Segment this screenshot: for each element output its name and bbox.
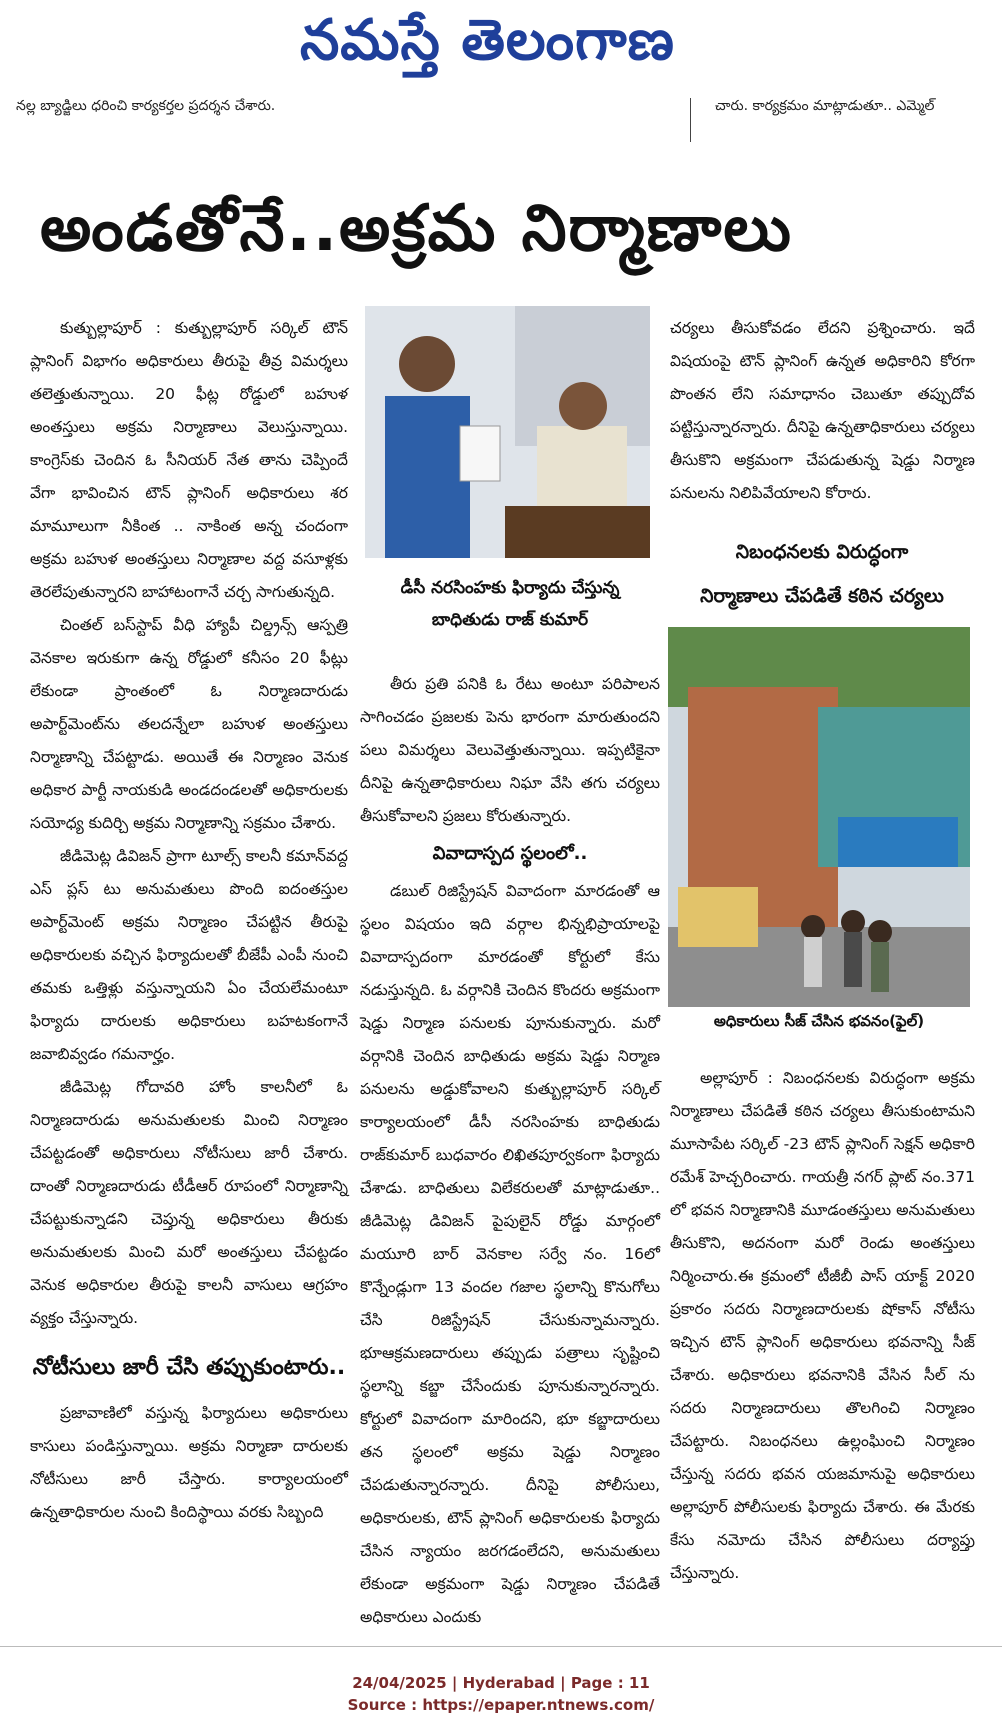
footer-date-line: 24/04/2025 | Hyderabad | Page : 11: [352, 1674, 650, 1692]
paragraph: చర్యలు తీసుకోవడం లేదని ప్రశ్నించారు. ఇదే విషయంపై టౌన్ ప్లానింగ్ ఉన్నత అధికారిని కోరగా పొంతన లేని సమాధానం చెబుతూ తప్పుదోవ పట్టిస్తున్నారన్నారు. దీనిపై ఉన్నతాధికారులు చర్యలు తీసుకొని అక్రమంగా చేపడుతున్న షెడ్డు నిర్మాణ పనులను నిలిపివేయాలని కోరారు.: [670, 319, 975, 502]
paragraph: చింతల్ బస్‌స్టాప్ వీధి హ్యాపీ చిల్డ్రన్స్ ఆస్పత్రి వెనకాల ఇరుకుగా ఉన్న రోడ్డులో కనీసం 20 ఫీట్లు లేకుండా ప్రాంతంలో ఓ నిర్మాణదారుడు అపార్ట్‌మెంట్‌ను తలదన్నేలా బహుళ అంతస్తులు నిర్మాణాన్ని చేపట్టాడు. అయితే ఈ నిర్మాణం వెనుక అధికార పార్టీ నాయకుడి అండదండలతో అధికారులకు సయోధ్య కుదిర్చి అక్రమ నిర్మాణాన్ని సక్రమం చేశారు.: [30, 616, 348, 832]
headline: అండతోనే..అక్రమ నిర్మాణాలు: [40, 192, 793, 266]
paragraph: జీడిమెట్ల డివిజన్ ప్రాగా టూల్స్ కాలనీ కమాన్‌వద్ద ఎస్ ప్లస్ టు అనుమతులు పొంది ఐదంతస్తుల అపార్ట్‌మెంట్ అక్రమ నిర్మాణం చేపట్టిన తీరుపై అధికారులకు వచ్చిన ఫిర్యాదులతో బీజేపీ ఎంపీ నుంచి తమకు ఒత్తిళ్లు వస్తున్నాయని ఏం చేయలేమంటూ ఫిర్యాదు దారులకు అధికారులు బహటకంగానే జవాబివ్వడం గమనార్హం.: [30, 847, 348, 1063]
footer-source-line: Source : https://epaper.ntnews.com/: [347, 1696, 655, 1714]
paragraph: జీడిమెట్ల గోదావరి హోం కాలనీలో ఓ నిర్మాణదారుడు అనుమతులకు మించి నిర్మాణం చేపట్టడంతో అధికారులు నోటీసులు జారీ చేశారు. దాంతో నిర్మాణదారుడు టీడీఆర్ రూపంలో నిర్మాణాన్ని చేపట్టుకున్నాడని చెప్తున్న అధికారులు తీరుకు అనుమతులకు మించి మరో అంతస్తులు చేపట్టడం వెనుక అధికారుల తీరుపై కాలనీ వాసులు ఆగ్రహం వ్యక్తం చేస్తున్నారు.: [30, 1078, 348, 1327]
article-column-3-top: [670, 312, 975, 510]
caption-line: బాధితుడు రాజ్ కుమార్: [431, 610, 589, 630]
subheading-line: నిబంధనలకు విరుద్ధంగా: [735, 541, 909, 563]
photo-caption-1: [360, 572, 660, 636]
subheading-notices: నోటీసులు జారీ చేసి తప్పుకుంటారు..: [32, 1355, 346, 1380]
caption-line: డీసీ నరసింహకు ఫిర్యాదు చేస్తున్న: [400, 578, 620, 598]
paragraph: డబుల్ రిజిస్ట్రేషన్ వివాదంగా మారడంతో ఆ స్థలం విషయం ఇది వర్గాల భిన్నభిప్రాయాలపై వివాదాస్పదంగా మారడంతో కోర్టులో కేసు నడుస్తున్నది. ఓ వర్గానికి చెందిన కొందరు అక్రమంగా షెడ్డు నిర్మాణ పనులకు పూనుకున్నారు. మరో వర్గానికి చెందిన బాధితుడు అక్రమ షెడ్డు నిర్మాణ పనులను అడ్డుకోవాలని కుత్బుల్లాపూర్ సర్కిల్ కార్యాలయంలో డీసీ నరసింహకు బాధితుడు రాజ్‌కుమార్ బుధవారం లిఖితపూర్వకంగా ఫిర్యాదు చేశాడు. బాధితులు విలేకరులతో మాట్లాడుతూ.. జీడిమెట్ల డివిజన్ పైపులైన్ రోడ్డు మార్గంలో మయూరి బార్ వెనకాల సర్వే నం. 16లో కొన్నేండ్లుగా 13 వందల గజాల స్థలాన్ని కొనుగోలు చేసి రిజిస్ట్రేషన్ చేసుకున్నామన్నారు. భూఆక్రమణదారులు తప్పుడు పత్రాలు సృష్టించి స్థలాన్ని కబ్జా చేసేందుకు పూనుకున్నారన్నారు. కోర్టులో వివాదంగా మారిందని, భూ కబ్జాదారులు తన స్థలంలో అక్రమ షెడ్డు నిర్మాణం చేపడుతున్నారన్నారు. దీనిపై పోలీసులు, అధికారులకు, టౌన్ ప్లానింగ్ అధికారులకు ఫిర్యాదు చేసిన న్యాయం జరగడంలేదని, అనుమతులు లేకుండా అక్రమంగా షెడ్డు నిర్మాణం చేపడితే అధికారులు ఎందుకు: [360, 882, 660, 1626]
paragraph: కుత్బుల్లాపూర్ : కుత్బుల్లాపూర్ సర్కిల్ టౌన్ ప్లానింగ్ విభాగం అధికారులు తీరుపై తీవ్ర విమర్శలు తలెత్తుతున్నాయి. 20 ఫీట్ల రోడ్డులో బహుళ అంతస్తులు అక్రమ నిర్మాణాలు వెలుస్తున్నాయి. కాంగ్రెస్‌కు చెందిన ఓ సీనియర్ నేత తాను చెప్పిందే వేగా భావించిన టౌన్ ప్లానింగ్ అధికారులు శర మామూలుగా నీకింత .. నాకింత అన్న చందంగా అక్రమ బహుళ అంతస్తులు నిర్మాణాల వద్ద వసూళ్లకు తెరలేపుతున్నారని బాహాటంగానే చర్చ సాగుతున్నది.: [30, 319, 348, 601]
subheading-strict-action: [672, 530, 972, 618]
article-column-2: [360, 668, 660, 1634]
paragraph: అల్లాపూర్ : నిబంధనలకు విరుద్ధంగా అక్రమ నిర్మాణాలు చేపడితే కఠిన చర్యలు తీసుకుంటామని మూసాపేట సర్కిల్ -23 టౌన్ ప్లానింగ్ సెక్షన్ అధికారి రమేశ్ హెచ్చరించారు. గాయత్రీ నగర్ ప్లాట్ నం.371 లో భవన నిర్మాణానికి మూడంతస్తులు అనుమతులు తీసుకొని, అదనంగా మరో రెండు అంతస్తులు నిర్మించారు.ఈ క్రమంలో టీజీబీ పాస్ యాక్ట్ 2020 ప్రకారం సదరు నిర్మాణదారులకు షోకాస్ నోటీసు ఇచ్చిన టౌన్ ప్లానింగ్ అధికారులు భవనాన్ని సీజ్ చేశారు. అధికారులు భవనానికి వేసిన సీల్ ను సదరు నిర్మాణదారులు తొలగించి నిర్మాణం చేపట్టారు. నిబంధనలు ఉల్లంఘించి నిర్మాణం చేస్తున్న సదరు భవన యజమానుపై అధికారులు అల్లాపూర్ పోలీసులకు ఫిర్యాదు చేశారు. ఈ మేరకు కేసు నమోదు చేసిన పోలీసులు దర్యాప్తు చేస్తున్నారు.: [670, 1069, 975, 1582]
masthead-title: నమస్తే తెలంగాణ: [300, 8, 675, 73]
subheading-line: నిర్మాణాలు చేపడితే కఠిన చర్యలు: [700, 585, 944, 607]
seized-building-photo: [668, 627, 970, 1007]
top-strip-right-text: చారు. కార్యక్రమం మాట్లాడుతూ.. ఎమ్మెల్: [715, 98, 935, 114]
subheading-disputed-land: వివాదాస్పద స్థలంలో..: [432, 843, 588, 864]
complaint-photo: [365, 306, 650, 558]
article-column-3-bottom: [670, 1062, 975, 1590]
footer: [0, 1672, 1002, 1716]
article-column-1: [30, 312, 348, 1529]
paragraph: తీరు ప్రతి పనికి ఓ రేటు అంటూ పరిపాలన సాగించడం ప్రజలకు పెను భారంగా మారుతుందని పలు విమర్శలు వెలువెత్తుతున్నాయి. ఇప్పటికైనా దీనిపై ఉన్నతాధికారులు నిఘా వేసి తగు చర్యలు తీసుకోవాలని ప్రజలు కోరుతున్నారు.: [360, 675, 660, 825]
photo-caption-2: అధికారులు సీజ్ చేసిన భవనం(ఫైల్): [713, 1012, 925, 1030]
bottom-divider: [0, 1646, 1002, 1647]
masthead: [0, 0, 1002, 150]
top-strip-divider: [690, 98, 691, 142]
top-strip-left-text: నల్ల బ్యాడ్జిలు ధరించి కార్యకర్తల ప్రదర్శన చేశారు.: [16, 98, 276, 114]
paragraph: ప్రజావాణిలో వస్తున్న ఫిర్యాదులు అధికారులు కాసులు పండిస్తున్నాయి. అక్రమ నిర్మాణా దారులకు నోటీసులు జారీ చేస్తారు. కార్యాలయంలో ఉన్నతాధికారుల నుంచి కిందిస్థాయి వరకు సిబ్బంది: [30, 1404, 348, 1521]
